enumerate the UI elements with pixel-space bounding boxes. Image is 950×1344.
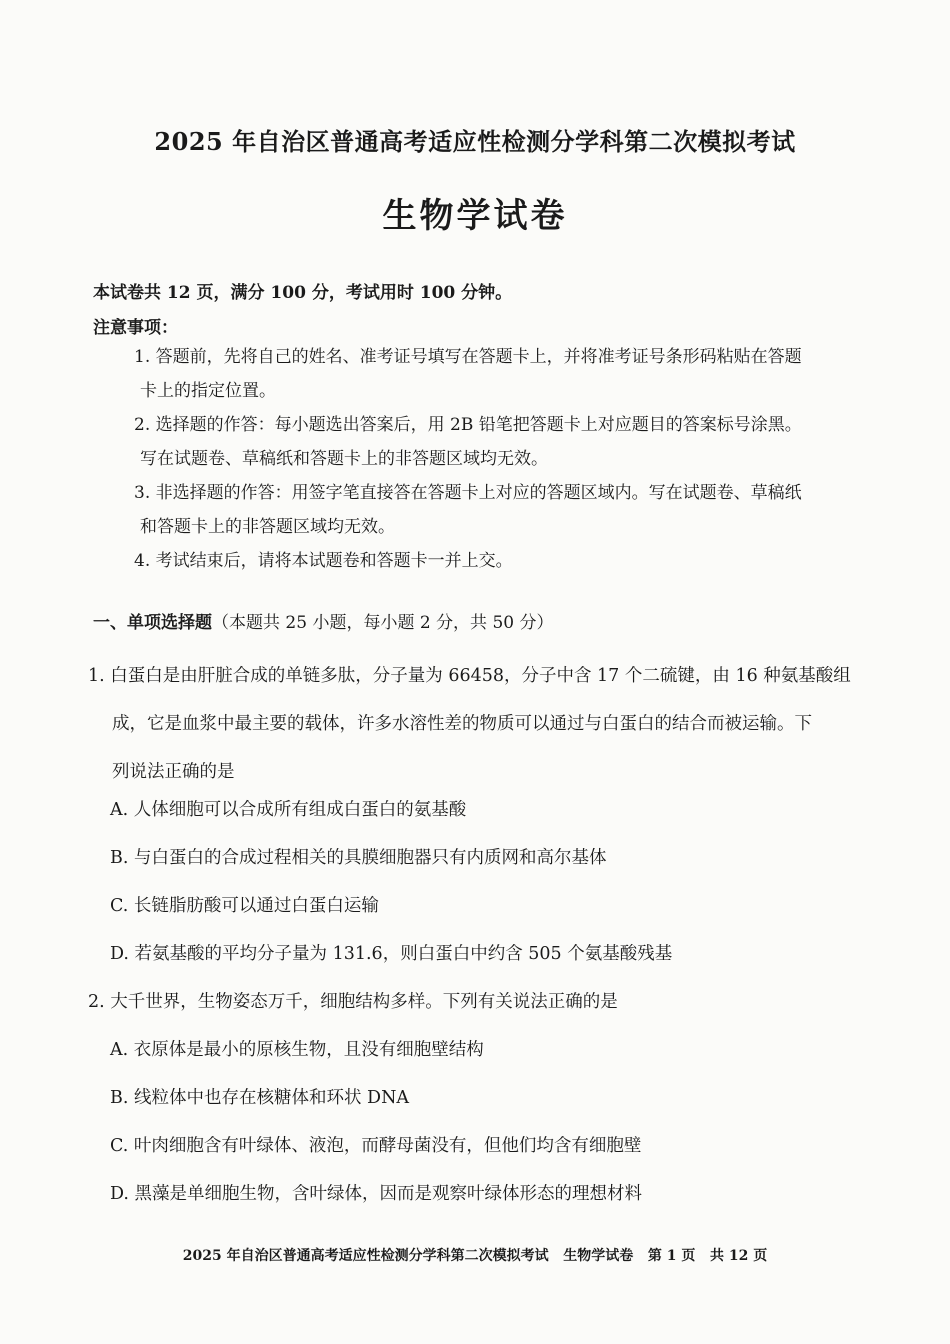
question-stem-line: 成，它是血浆中最主要的载体，许多水溶性差的物质可以通过与白蛋白的结合而被运输。下 <box>112 714 812 734</box>
notice-item <box>134 544 874 578</box>
notice-item-line: 3. 非选择题的作答：用签字笔直接答在答题卡上对应的答题区域内。写在试题卷、草稿纸 <box>134 483 802 503</box>
notice-item-line: 2. 选择题的作答：每小题选出答案后，用 2B 铅笔把答题卡上对应题目的答案标号涂黑。 <box>134 415 802 435</box>
section-note: （本题共 25 小题，每小题 2 分，共 50 分） <box>212 613 554 633</box>
question-1-option-c: C. 长链脂肪酸可以通过白蛋白运输 <box>110 896 379 916</box>
exam-title: 2025 年自治区普通高考适应性检测分学科第二次模拟考试 <box>154 127 796 156</box>
page-footer: 2025 年自治区普通高考适应性检测分学科第二次模拟考试 生物学试卷 第 1 页 共 12 页 <box>182 1248 768 1264</box>
question-1-stem <box>88 652 868 796</box>
question-2-option-c: C. 叶肉细胞含有叶绿体、液泡，而酵母菌没有，但他们均含有细胞壁 <box>110 1136 642 1156</box>
question-stem-line: 1. 白蛋白是由肝脏合成的单链多肽，分子量为 66458，分子中含 17 个二硫键，由 16 种氨基酸组 <box>88 666 851 686</box>
notice-item <box>134 476 874 544</box>
question-2-stem: 2. 大千世界，生物姿态万千，细胞结构多样。下列有关说法正确的是 <box>88 992 618 1012</box>
question-1-option-b: B. 与白蛋白的合成过程相关的具膜细胞器只有内质网和高尔基体 <box>110 848 607 868</box>
question-stem-line: 列说法正确的是 <box>112 762 235 782</box>
question-2-option-b: B. 线粒体中也存在核糖体和环状 DNA <box>110 1088 410 1108</box>
section-title: 一、单项选择题 <box>93 613 212 633</box>
notice-list <box>134 340 874 578</box>
notice-item-line: 和答题卡上的非答题区域均无效。 <box>140 517 395 537</box>
notice-item-line: 1. 答题前，先将自己的姓名、准考证号填写在答题卡上，并将准考证号条形码粘贴在答题 <box>134 347 802 367</box>
notice-item-line: 写在试题卷、草稿纸和答题卡上的非答题区域均无效。 <box>140 449 548 469</box>
question-2-option-a: A. 衣原体是最小的原核生物，且没有细胞壁结构 <box>110 1040 484 1060</box>
question-1-option-a: A. 人体细胞可以合成所有组成白蛋白的氨基酸 <box>110 800 467 820</box>
section-heading <box>93 608 554 633</box>
notice-item-line: 卡上的指定位置。 <box>140 381 276 401</box>
notice-item <box>134 408 874 476</box>
notice-item-line: 4. 考试结束后，请将本试题卷和答题卡一并上交。 <box>134 551 513 571</box>
question-2-option-d: D. 黑藻是单细胞生物，含叶绿体，因而是观察叶绿体形态的理想材料 <box>110 1184 643 1204</box>
subject-title: 生物学试卷 <box>382 196 568 236</box>
exam-intro: 本试卷共 12 页，满分 100 分，考试用时 100 分钟。 <box>93 283 513 303</box>
notice-item <box>134 340 874 408</box>
question-1-option-d: D. 若氨基酸的平均分子量为 131.6，则白蛋白中约含 505 个氨基酸残基 <box>110 944 673 964</box>
notice-heading: 注意事项： <box>93 318 178 338</box>
